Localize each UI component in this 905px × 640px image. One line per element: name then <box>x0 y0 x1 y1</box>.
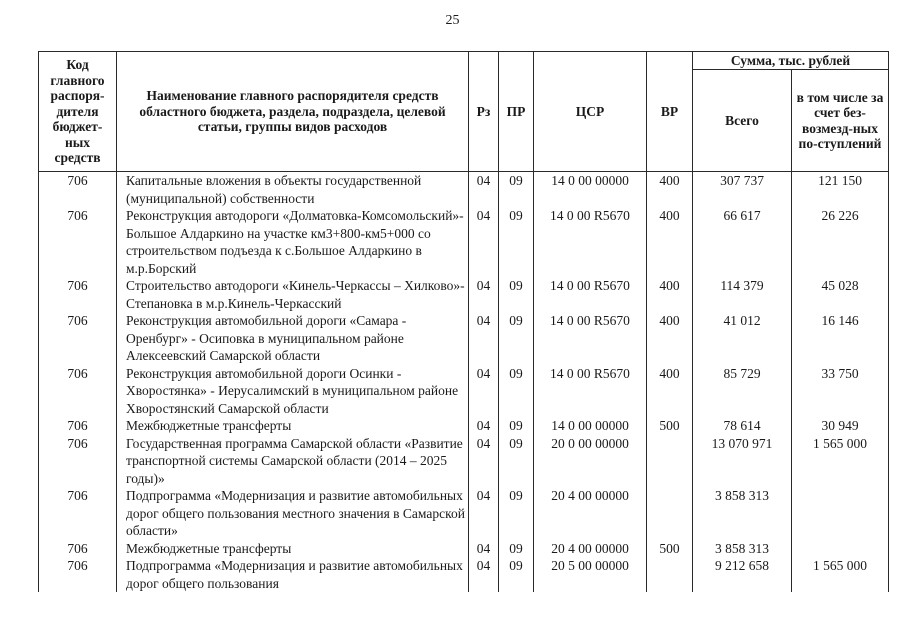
cell-vr: 400 <box>647 365 693 418</box>
cell-pr: 09 <box>499 487 534 540</box>
cell-csr: 14 0 00 R5670 <box>534 365 647 418</box>
cell-vr <box>647 435 693 488</box>
cell-total: 9 212 658 <box>693 557 792 592</box>
cell-vr: 400 <box>647 172 693 208</box>
header-csr: ЦСР <box>534 52 647 172</box>
cell-name: Подпрограмма «Модернизация и развитие автомобильных дорог общего пользования местного значения в Самарской области» <box>117 487 469 540</box>
cell-free: 16 146 <box>792 312 889 365</box>
cell-free: 121 150 <box>792 172 889 208</box>
cell-total: 307 737 <box>693 172 792 208</box>
table-row <box>39 172 889 208</box>
cell-rz: 04 <box>469 417 499 435</box>
cell-code: 706 <box>39 557 117 592</box>
cell-pr: 09 <box>499 365 534 418</box>
cell-name: Межбюджетные трансферты <box>117 540 469 558</box>
table-row <box>39 207 889 277</box>
cell-vr: 500 <box>647 540 693 558</box>
cell-free: 30 949 <box>792 417 889 435</box>
budget-table <box>38 51 889 592</box>
cell-total: 85 729 <box>693 365 792 418</box>
table-row <box>39 365 889 418</box>
cell-name: Реконструкция автомобильной дороги Осинки - Хворостянка» - Иерусалимский в муниципальном районе Хворостянский Самарской области <box>117 365 469 418</box>
cell-free: 1 565 000 <box>792 557 889 592</box>
cell-name: Реконструкция автомобильной дороги «Самара - Оренбург» - Осиповка в муниципальном районе Алексеевский Самарской области <box>117 312 469 365</box>
table-row <box>39 417 889 435</box>
header-total: Всего <box>693 70 792 172</box>
cell-name: Подпрограмма «Модернизация и развитие автомобильных дорог общего пользования <box>117 557 469 592</box>
cell-vr: 500 <box>647 417 693 435</box>
cell-vr <box>647 557 693 592</box>
table-row <box>39 540 889 558</box>
header-code: Код главного распоря-дителя бюджет-ных средств <box>39 52 117 172</box>
cell-code: 706 <box>39 540 117 558</box>
header-sum: Сумма, тыс. рублей <box>693 52 889 70</box>
header-free: в том числе за счет без-возмезд-ных по-ступлений <box>792 70 889 172</box>
table-row <box>39 435 889 488</box>
cell-free: 1 565 000 <box>792 435 889 488</box>
cell-csr: 14 0 00 00000 <box>534 417 647 435</box>
page-number: 25 <box>445 13 460 28</box>
cell-free: 26 226 <box>792 207 889 277</box>
cell-pr: 09 <box>499 435 534 488</box>
cell-total: 13 070 971 <box>693 435 792 488</box>
cell-free: 45 028 <box>792 277 889 312</box>
cell-rz: 04 <box>469 540 499 558</box>
cell-rz: 04 <box>469 172 499 208</box>
table-row <box>39 312 889 365</box>
cell-free <box>792 487 889 540</box>
cell-code: 706 <box>39 207 117 277</box>
cell-code: 706 <box>39 417 117 435</box>
cell-code: 706 <box>39 172 117 208</box>
cell-total: 3 858 313 <box>693 540 792 558</box>
cell-name: Межбюджетные трансферты <box>117 417 469 435</box>
cell-vr: 400 <box>647 207 693 277</box>
cell-rz: 04 <box>469 557 499 592</box>
table-row <box>39 557 889 592</box>
header-pr: ПР <box>499 52 534 172</box>
cell-csr: 20 4 00 00000 <box>534 487 647 540</box>
cell-code: 706 <box>39 365 117 418</box>
header-rz: Рз <box>469 52 499 172</box>
table-row <box>39 277 889 312</box>
cell-pr: 09 <box>499 277 534 312</box>
cell-code: 706 <box>39 277 117 312</box>
cell-name: Строительство автодороги «Кинель-Черкассы – Хилково»-Степановка в м.р.Кинель-Черкасский <box>117 277 469 312</box>
cell-rz: 04 <box>469 277 499 312</box>
table-body <box>39 172 889 593</box>
cell-pr: 09 <box>499 557 534 592</box>
cell-total: 78 614 <box>693 417 792 435</box>
cell-pr: 09 <box>499 540 534 558</box>
table-row <box>39 487 889 540</box>
cell-rz: 04 <box>469 207 499 277</box>
header-name: Наименование главного распорядителя средств областного бюджета, раздела, подраздела, целевой статьи, группы видов расходов <box>117 52 469 172</box>
header-vr: ВР <box>647 52 693 172</box>
cell-rz: 04 <box>469 487 499 540</box>
cell-code: 706 <box>39 312 117 365</box>
cell-pr: 09 <box>499 207 534 277</box>
cell-pr: 09 <box>499 312 534 365</box>
cell-rz: 04 <box>469 365 499 418</box>
cell-csr: 14 0 00 00000 <box>534 172 647 208</box>
cell-csr: 20 4 00 00000 <box>534 540 647 558</box>
cell-vr <box>647 487 693 540</box>
cell-name: Государственная программа Самарской области «Развитие транспортной системы Самарской области (2014 – 2025 годы)» <box>117 435 469 488</box>
cell-free: 33 750 <box>792 365 889 418</box>
cell-code: 706 <box>39 487 117 540</box>
cell-name: Реконструкция автодороги «Долматовка-Комсомольский»-Большое Алдаркино на участке км3+800-км5+000 со строительством подъезда к с.Большое Алдаркино в м.р.Борский <box>117 207 469 277</box>
cell-pr: 09 <box>499 172 534 208</box>
cell-free <box>792 540 889 558</box>
cell-total: 114 379 <box>693 277 792 312</box>
cell-csr: 20 0 00 00000 <box>534 435 647 488</box>
cell-pr: 09 <box>499 417 534 435</box>
cell-rz: 04 <box>469 312 499 365</box>
cell-vr: 400 <box>647 277 693 312</box>
cell-rz: 04 <box>469 435 499 488</box>
cell-total: 66 617 <box>693 207 792 277</box>
cell-total: 41 012 <box>693 312 792 365</box>
cell-csr: 14 0 00 R5670 <box>534 277 647 312</box>
cell-csr: 20 5 00 00000 <box>534 557 647 592</box>
cell-vr: 400 <box>647 312 693 365</box>
cell-name: Капитальные вложения в объекты государственной (муниципальной) собственности <box>117 172 469 208</box>
cell-csr: 14 0 00 R5670 <box>534 312 647 365</box>
cell-total: 3 858 313 <box>693 487 792 540</box>
cell-csr: 14 0 00 R5670 <box>534 207 647 277</box>
cell-code: 706 <box>39 435 117 488</box>
